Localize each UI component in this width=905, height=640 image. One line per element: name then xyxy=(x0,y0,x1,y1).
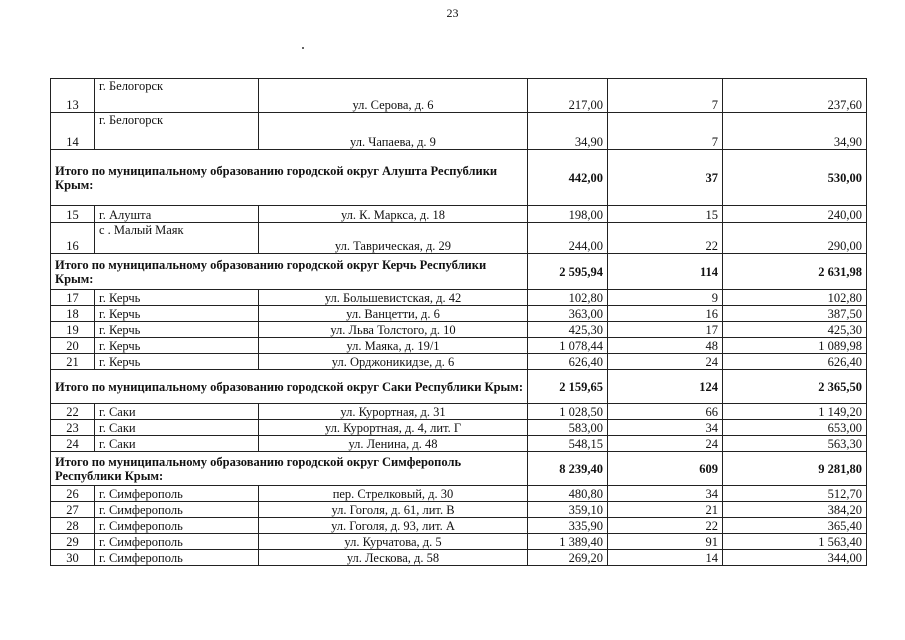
table-row xyxy=(51,338,867,354)
row-area: 1 389,40 xyxy=(528,534,608,550)
row-count: 16 xyxy=(608,306,723,322)
row-count: 66 xyxy=(608,404,723,420)
row-value: 563,30 xyxy=(723,436,867,452)
subtotal-label: Итого по муниципальному образованию городской округ Алушта Республики Крым: xyxy=(51,150,528,206)
row-count: 9 xyxy=(608,290,723,306)
subtotal-area: 442,00 xyxy=(528,150,608,206)
row-address: ул. К. Маркса, д. 18 xyxy=(259,206,528,223)
row-count: 22 xyxy=(608,223,723,254)
row-value: 102,80 xyxy=(723,290,867,306)
row-value: 653,00 xyxy=(723,420,867,436)
row-city: г. Белогорск xyxy=(95,79,259,113)
row-count: 91 xyxy=(608,534,723,550)
row-address: ул. Большевистская, д. 42 xyxy=(259,290,528,306)
subtotal-row xyxy=(51,150,867,206)
row-number: 30 xyxy=(51,550,95,566)
row-value: 626,40 xyxy=(723,354,867,370)
row-address: ул. Ванцетти, д. 6 xyxy=(259,306,528,322)
row-count: 34 xyxy=(608,486,723,502)
row-address: ул. Чапаева, д. 9 xyxy=(259,113,528,150)
row-city: г. Саки xyxy=(95,436,259,452)
row-area: 425,30 xyxy=(528,322,608,338)
row-area: 34,90 xyxy=(528,113,608,150)
row-address: ул. Серова, д. 6 xyxy=(259,79,528,113)
table-row xyxy=(51,486,867,502)
row-city: г. Алушта xyxy=(95,206,259,223)
row-value: 240,00 xyxy=(723,206,867,223)
row-address: ул. Таврическая, д. 29 xyxy=(259,223,528,254)
table-row xyxy=(51,79,867,113)
row-count: 21 xyxy=(608,502,723,518)
row-value: 290,00 xyxy=(723,223,867,254)
row-number: 20 xyxy=(51,338,95,354)
row-number: 26 xyxy=(51,486,95,502)
subtotal-value: 530,00 xyxy=(723,150,867,206)
subtotal-count: 114 xyxy=(608,254,723,290)
row-city: г. Белогорск xyxy=(95,113,259,150)
row-value: 1 089,98 xyxy=(723,338,867,354)
row-address: ул. Лескова, д. 58 xyxy=(259,550,528,566)
scan-speck xyxy=(302,47,304,49)
subtotal-value: 2 631,98 xyxy=(723,254,867,290)
row-count: 22 xyxy=(608,518,723,534)
table-row xyxy=(51,404,867,420)
row-value: 237,60 xyxy=(723,79,867,113)
row-area: 363,00 xyxy=(528,306,608,322)
row-value: 344,00 xyxy=(723,550,867,566)
subtotal-count: 609 xyxy=(608,452,723,486)
table-row xyxy=(51,306,867,322)
table-row xyxy=(51,502,867,518)
property-register-table xyxy=(50,78,867,566)
row-city: г. Саки xyxy=(95,404,259,420)
row-count: 14 xyxy=(608,550,723,566)
row-area: 335,90 xyxy=(528,518,608,534)
row-value: 425,30 xyxy=(723,322,867,338)
row-address: пер. Стрелковый, д. 30 xyxy=(259,486,528,502)
row-area: 626,40 xyxy=(528,354,608,370)
table-row xyxy=(51,518,867,534)
row-area: 480,80 xyxy=(528,486,608,502)
table-row xyxy=(51,550,867,566)
subtotal-area: 8 239,40 xyxy=(528,452,608,486)
row-city: г. Симферополь xyxy=(95,518,259,534)
subtotal-value: 9 281,80 xyxy=(723,452,867,486)
row-area: 583,00 xyxy=(528,420,608,436)
row-address: ул. Курортная, д. 4, лит. Г xyxy=(259,420,528,436)
row-area: 1 028,50 xyxy=(528,404,608,420)
row-address: ул. Льва Толстого, д. 10 xyxy=(259,322,528,338)
subtotal-row xyxy=(51,370,867,404)
table-row xyxy=(51,420,867,436)
row-number: 17 xyxy=(51,290,95,306)
row-number: 21 xyxy=(51,354,95,370)
subtotal-area: 2 595,94 xyxy=(528,254,608,290)
row-address: ул. Курчатова, д. 5 xyxy=(259,534,528,550)
page-number: 23 xyxy=(446,6,459,20)
row-area: 1 078,44 xyxy=(528,338,608,354)
row-count: 24 xyxy=(608,354,723,370)
row-number: 22 xyxy=(51,404,95,420)
row-area: 269,20 xyxy=(528,550,608,566)
row-address: ул. Гоголя, д. 93, лит. А xyxy=(259,518,528,534)
row-number: 15 xyxy=(51,206,95,223)
row-value: 34,90 xyxy=(723,113,867,150)
subtotal-row xyxy=(51,254,867,290)
table-row xyxy=(51,113,867,150)
row-city: г. Симферополь xyxy=(95,534,259,550)
row-value: 1 149,20 xyxy=(723,404,867,420)
row-city: г. Симферополь xyxy=(95,502,259,518)
row-count: 7 xyxy=(608,79,723,113)
row-area: 548,15 xyxy=(528,436,608,452)
row-address: ул. Маяка, д. 19/1 xyxy=(259,338,528,354)
row-area: 359,10 xyxy=(528,502,608,518)
table-row xyxy=(51,223,867,254)
subtotal-label: Итого по муниципальному образованию городской округ Саки Республики Крым: xyxy=(51,370,528,404)
row-number: 24 xyxy=(51,436,95,452)
table-row xyxy=(51,534,867,550)
row-area: 217,00 xyxy=(528,79,608,113)
row-count: 7 xyxy=(608,113,723,150)
table-row xyxy=(51,206,867,223)
table-row xyxy=(51,436,867,452)
subtotal-label: Итого по муниципальному образованию городской округ Керчь Республики Крым: xyxy=(51,254,528,290)
table-row xyxy=(51,354,867,370)
row-city: с . Малый Маяк xyxy=(95,223,259,254)
row-address: ул. Орджоникидзе, д. 6 xyxy=(259,354,528,370)
row-address: ул. Гоголя, д. 61, лит. В xyxy=(259,502,528,518)
row-value: 512,70 xyxy=(723,486,867,502)
row-number: 29 xyxy=(51,534,95,550)
row-area: 198,00 xyxy=(528,206,608,223)
row-city: г. Симферополь xyxy=(95,486,259,502)
row-value: 384,20 xyxy=(723,502,867,518)
row-count: 15 xyxy=(608,206,723,223)
row-city: г. Саки xyxy=(95,420,259,436)
subtotal-row xyxy=(51,452,867,486)
subtotal-count: 37 xyxy=(608,150,723,206)
table-row xyxy=(51,322,867,338)
row-value: 1 563,40 xyxy=(723,534,867,550)
subtotal-label: Итого по муниципальному образованию городской округ Симферополь Республики Крым: xyxy=(51,452,528,486)
row-address: ул. Курортная, д. 31 xyxy=(259,404,528,420)
subtotal-count: 124 xyxy=(608,370,723,404)
row-value: 365,40 xyxy=(723,518,867,534)
row-city: г. Керчь xyxy=(95,306,259,322)
subtotal-value: 2 365,50 xyxy=(723,370,867,404)
row-area: 244,00 xyxy=(528,223,608,254)
row-city: г. Симферополь xyxy=(95,550,259,566)
row-city: г. Керчь xyxy=(95,290,259,306)
row-count: 17 xyxy=(608,322,723,338)
row-count: 48 xyxy=(608,338,723,354)
row-number: 19 xyxy=(51,322,95,338)
table-row xyxy=(51,290,867,306)
row-city: г. Керчь xyxy=(95,322,259,338)
register-body xyxy=(51,79,867,566)
row-number: 27 xyxy=(51,502,95,518)
row-address: ул. Ленина, д. 48 xyxy=(259,436,528,452)
subtotal-area: 2 159,65 xyxy=(528,370,608,404)
row-number: 18 xyxy=(51,306,95,322)
row-number: 16 xyxy=(51,223,95,254)
row-number: 28 xyxy=(51,518,95,534)
row-count: 24 xyxy=(608,436,723,452)
row-value: 387,50 xyxy=(723,306,867,322)
row-area: 102,80 xyxy=(528,290,608,306)
row-number: 14 xyxy=(51,113,95,150)
row-city: г. Керчь xyxy=(95,338,259,354)
row-number: 13 xyxy=(51,79,95,113)
row-number: 23 xyxy=(51,420,95,436)
row-count: 34 xyxy=(608,420,723,436)
row-city: г. Керчь xyxy=(95,354,259,370)
